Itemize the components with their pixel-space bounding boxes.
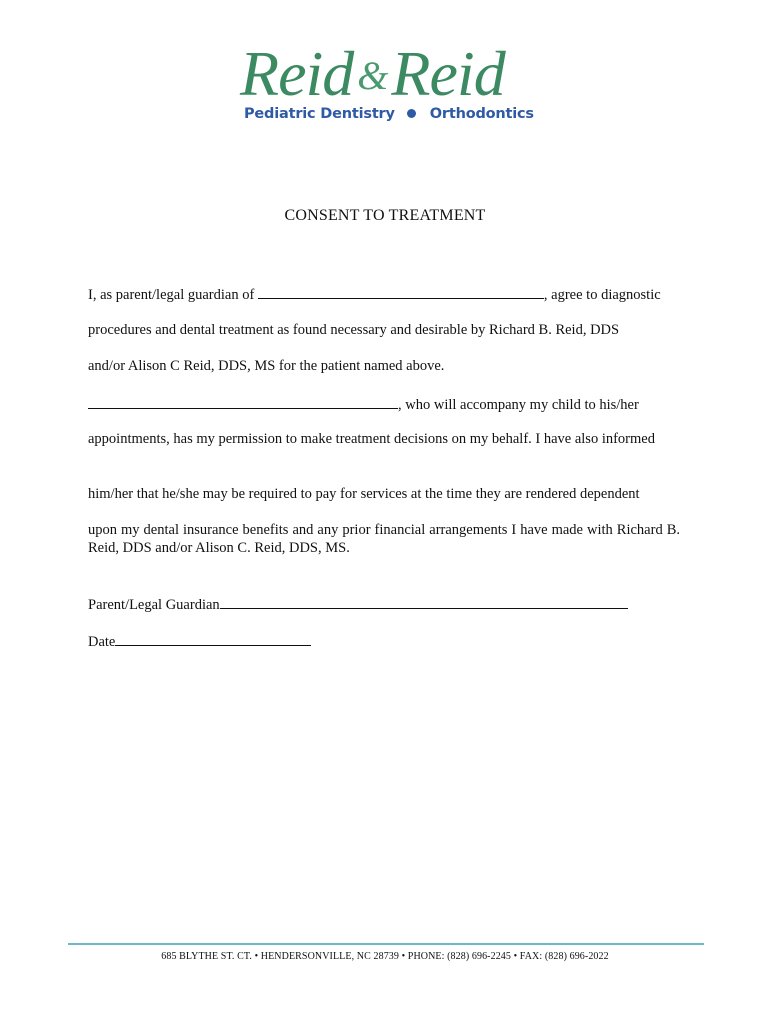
patient-name-blank[interactable]: [258, 284, 544, 299]
logo-ampersand: &: [357, 53, 388, 98]
paragraph-permission: appointments, has my permission to make treatment decisions on my behalf. I have also informed: [88, 431, 655, 447]
paragraph-accompany: [88, 394, 680, 414]
paragraph-text: , who will accompany my child to his/her: [398, 397, 639, 413]
logo-tagline: [244, 106, 534, 122]
bullet-dot-icon: [407, 109, 416, 118]
footer-divider: [68, 943, 704, 945]
document-title: CONSENT TO TREATMENT: [284, 207, 486, 224]
guardian-label: Parent/Legal Guardian: [88, 597, 220, 613]
logo-specialty-pediatric: Pediatric Dentistry: [244, 106, 395, 122]
date-blank[interactable]: [115, 631, 311, 646]
logo-wordmark: [240, 38, 550, 109]
paragraph-text: , agree to diagnostic: [543, 287, 661, 303]
accompanying-adult-blank[interactable]: [88, 394, 398, 409]
paragraph-text: I, as parent/legal guardian of: [88, 287, 258, 303]
date-line: [88, 631, 680, 651]
logo: [240, 38, 550, 122]
paragraph-procedures: procedures and dental treatment as found necessary and desirable by Richard B. Reid, DDS: [88, 322, 620, 338]
paragraph-payment: him/her that he/she may be required to pay for services at the time they are rendered dependent: [88, 486, 640, 502]
paragraph-insurance: upon my dental insurance benefits and any prior financial arrangements I have made with Richard B. Reid, DDS and/or Alison C. Reid, DDS, MS.: [88, 522, 680, 556]
guardian-signature-blank[interactable]: [220, 594, 628, 609]
logo-name-left: Reid: [240, 38, 354, 109]
paragraph-guardian-of: [88, 284, 680, 304]
paragraph-providers: and/or Alison C Reid, DDS, MS for the patient named above.: [88, 358, 445, 374]
footer-address: 685 BLYTHE ST. CT. • HENDERSONVILLE, NC 28739 • PHONE: (828) 696-2245 • FAX: (828) 696-2022: [161, 951, 609, 962]
guardian-signature-line: [88, 594, 680, 614]
logo-specialty-orthodontics: Orthodontics: [429, 106, 534, 122]
logo-name-right: Reid: [391, 38, 505, 109]
date-label: Date: [88, 634, 116, 650]
